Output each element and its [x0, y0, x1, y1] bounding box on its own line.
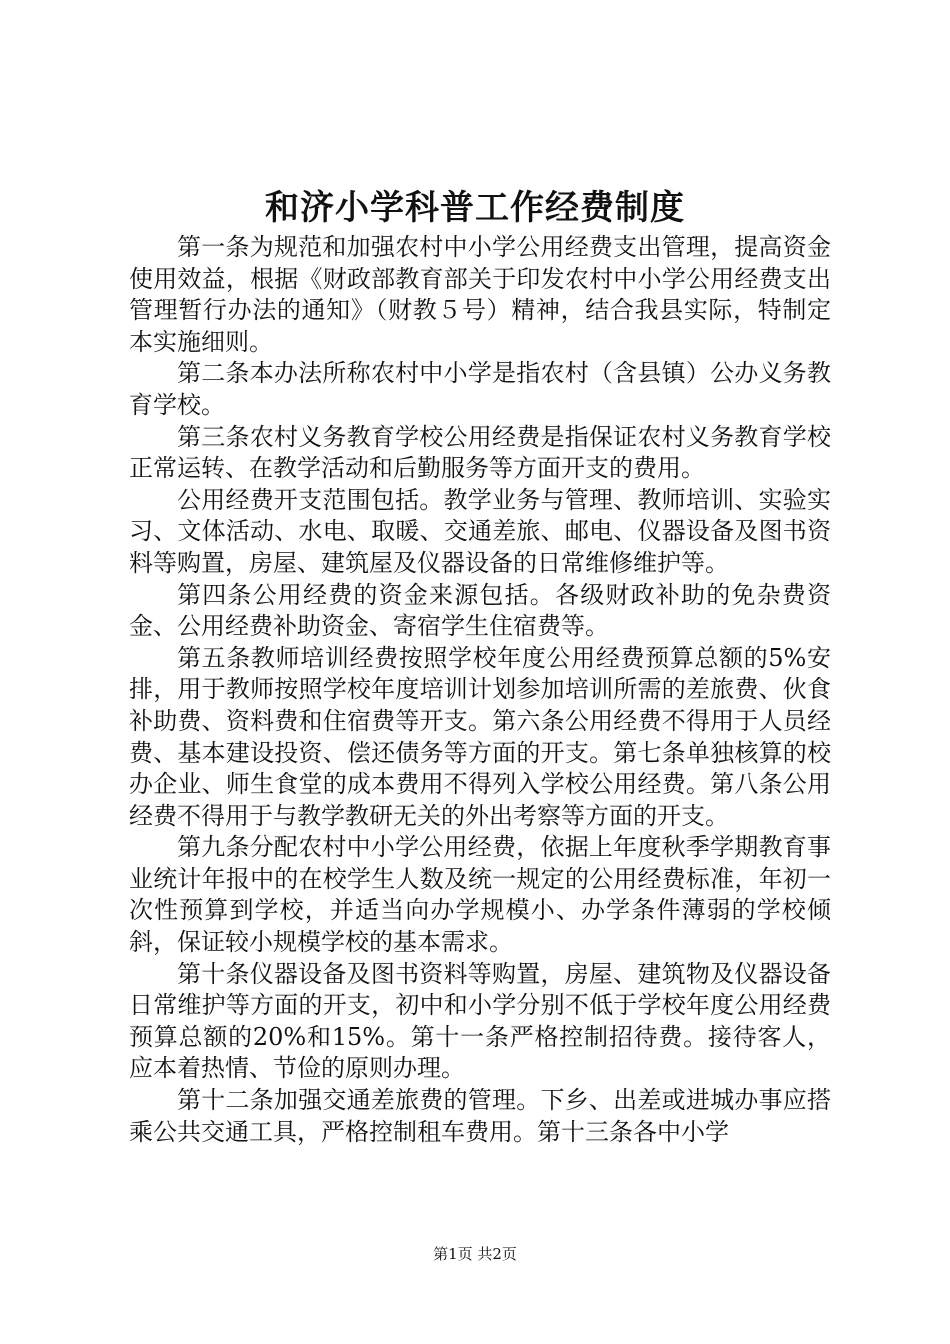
paragraph: 第三条农村义务教育学校公用经费是指保证农村义务教育学校正常运转、在教学活动和后勤服务等方面开支的费用。 — [129, 422, 831, 483]
paragraph: 第九条分配农村中小学公用经费，依据上年度秋季学期教育事业统计年报中的在校学生人数及统一规定的公用经费标准，年初一次性预算到学校，并适当向办学规模小、办学条件薄弱的学校倾斜，保证较小规模学校的基本需求。 — [129, 833, 831, 957]
paragraph: 第二条本办法所称农村中小学是指农村（含县镇）公办义务教育学校。 — [129, 359, 831, 419]
paragraph: 第四条公用经费的资金来源包括。各级财政补助的免杂费资金、公用经费补助资金、寄宿学生住宿费等。 — [129, 580, 831, 641]
paragraph: 第十二条加强交通差旅费的管理。下乡、出差或进城办事应搭乘公共交通工具，严格控制租车费用。第十三条各中小学 — [129, 1086, 831, 1146]
paragraph: 第一条为规范和加强农村中小学公用经费支出管理，提高资金使用效益，根据《财政部教育部关于印发农村中小学公用经费支出管理暂行办法的通知》（财教５号）精神，结合我县实际，特制定本实施细则。 — [129, 233, 831, 356]
paragraph: 第十条仪器设备及图书资料等购置，房屋、建筑物及仪器设备日常维护等方面的开支，初中和小学分别不低于学校年度公用经费预算总额的20%和15%。第十一条严格控制招待费。接待客人，应本着热情、节俭的原则办理。 — [129, 959, 831, 1083]
paragraph: 公用经费开支范围包括。教学业务与管理、教师培训、实验实习、文体活动、水电、取暖、交通差旅、邮电、仪器设备及图书资料等购置，房屋、建筑屋及仪器设备的日常维修维护等。 — [129, 485, 831, 577]
paragraph: 第五条教师培训经费按照学校年度公用经费预算总额的5%安排，用于教师按照学校年度培训计划参加培训所需的差旅费、伙食补助费、资料费和住宿费等开支。第六条公用经费不得用于人员经费、基本建设投资、偿还债务等方面的开支。第七条单独核算的校办企业、师生食堂的成本费用不得列入学校公用经费。第八条公用经费不得用于与教学教研无关的外出考察等方面的开支。 — [129, 643, 831, 830]
document-body — [129, 232, 831, 1148]
page-footer: 第1页 共2页 — [433, 1245, 517, 1263]
document-title: 和济小学科普工作经费制度 — [265, 188, 685, 228]
